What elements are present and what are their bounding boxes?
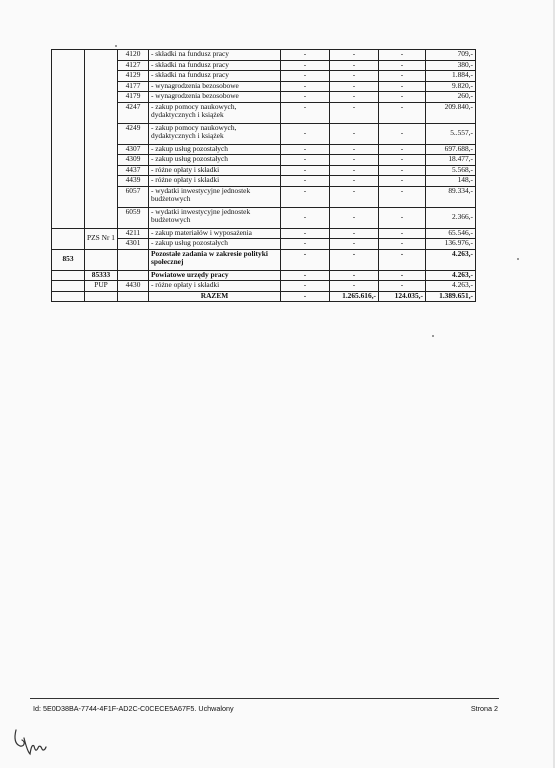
value-cell: - bbox=[281, 123, 330, 144]
value-cell: - bbox=[379, 92, 426, 103]
value-cell: - bbox=[379, 123, 426, 144]
total-cell: 5.568,- bbox=[426, 165, 476, 176]
value-cell: - bbox=[379, 165, 426, 176]
total-cell: 18.477,- bbox=[426, 155, 476, 166]
total-cell: 4.263,- bbox=[426, 270, 476, 281]
dzial-cell bbox=[52, 281, 85, 292]
value-cell: - bbox=[379, 207, 426, 228]
table-row bbox=[52, 291, 476, 302]
value-cell: - bbox=[379, 71, 426, 82]
paragraph-code: 4129 bbox=[118, 71, 149, 82]
value-cell: - bbox=[330, 270, 379, 281]
grand-total-cell: 1.389.651,- bbox=[426, 291, 476, 302]
total-cell: 5..557,- bbox=[426, 123, 476, 144]
value-cell: - bbox=[379, 102, 426, 123]
unit-label: PZS Nr 1 bbox=[85, 228, 118, 249]
total-cell: 148,- bbox=[426, 176, 476, 187]
value-cell: - bbox=[281, 144, 330, 155]
value-cell: - bbox=[379, 50, 426, 61]
value-cell: - bbox=[330, 50, 379, 61]
value-cell: - bbox=[330, 176, 379, 187]
paragraph-code: 4439 bbox=[118, 176, 149, 187]
dzial-cell bbox=[52, 291, 85, 302]
value-cell: - bbox=[330, 71, 379, 82]
value-cell: - bbox=[330, 81, 379, 92]
value-cell: - bbox=[330, 123, 379, 144]
paragraph-code: 4430 bbox=[118, 281, 149, 292]
paragraph-code: 4437 bbox=[118, 165, 149, 176]
value-cell: - bbox=[281, 176, 330, 187]
item-description: - zakup usług pozostałych bbox=[149, 239, 281, 250]
dzial-cell bbox=[52, 50, 85, 229]
grand-total-cell: 1.265.616,- bbox=[330, 291, 379, 302]
table-row bbox=[52, 281, 476, 292]
scan-speck bbox=[517, 258, 519, 260]
rozdzial-cell bbox=[85, 291, 118, 302]
value-cell: - bbox=[281, 291, 330, 302]
value-cell: - bbox=[330, 207, 379, 228]
paragraph-code: 4179 bbox=[118, 92, 149, 103]
table-row bbox=[52, 270, 476, 281]
value-cell: - bbox=[330, 186, 379, 207]
value-cell: - bbox=[330, 60, 379, 71]
paragraph-code: 6059 bbox=[118, 207, 149, 228]
value-cell: - bbox=[330, 249, 379, 270]
paragraph-code bbox=[118, 249, 149, 270]
value-cell: - bbox=[330, 144, 379, 155]
total-cell: 2.366,- bbox=[426, 207, 476, 228]
page-number: Strona 2 bbox=[470, 704, 498, 713]
item-description: - zakup pomocy naukowych, dydaktycznych i książek bbox=[149, 123, 281, 144]
signature-icon bbox=[12, 724, 58, 758]
value-cell: - bbox=[281, 50, 330, 61]
value-cell: - bbox=[281, 270, 330, 281]
value-cell: - bbox=[330, 165, 379, 176]
scan-speck bbox=[432, 335, 434, 337]
value-cell: - bbox=[281, 249, 330, 270]
value-cell: - bbox=[281, 81, 330, 92]
unit-label: PUP bbox=[85, 281, 118, 292]
scan-speck bbox=[115, 45, 117, 47]
value-cell: - bbox=[281, 165, 330, 176]
item-description: - wynagrodzenia bezosobowe bbox=[149, 81, 281, 92]
value-cell: - bbox=[281, 281, 330, 292]
table-row bbox=[52, 228, 476, 239]
value-cell: - bbox=[281, 71, 330, 82]
rozdzial-cell bbox=[85, 249, 118, 270]
item-description: - składki na fundusz pracy bbox=[149, 71, 281, 82]
value-cell: - bbox=[330, 155, 379, 166]
total-cell: 4.263,- bbox=[426, 281, 476, 292]
value-cell: - bbox=[330, 92, 379, 103]
total-cell: 136.976,- bbox=[426, 239, 476, 250]
total-cell: 89.334,- bbox=[426, 186, 476, 207]
total-cell: 65.546,- bbox=[426, 228, 476, 239]
footer-divider bbox=[30, 698, 499, 699]
grand-total-cell: 124.035,- bbox=[379, 291, 426, 302]
total-label: RAZEM bbox=[149, 291, 281, 302]
total-cell: 1.884,- bbox=[426, 71, 476, 82]
item-description: - różne opłaty i składki bbox=[149, 281, 281, 292]
paragraph-code: 4249 bbox=[118, 123, 149, 144]
document-id: Id: 5E0D38BA-7744-4F1F-AD2C-C0CECE5A67F5. Uchwalony bbox=[33, 704, 234, 713]
item-description: - zakup usług pozostałych bbox=[149, 144, 281, 155]
paragraph-code: 4127 bbox=[118, 60, 149, 71]
section-title: Powiatowe urzędy pracy bbox=[149, 270, 281, 281]
value-cell: - bbox=[330, 281, 379, 292]
value-cell: - bbox=[379, 176, 426, 187]
value-cell: - bbox=[379, 81, 426, 92]
rozdzial-code: 85333 bbox=[85, 270, 118, 281]
total-cell: 4.263,- bbox=[426, 249, 476, 270]
value-cell: - bbox=[281, 207, 330, 228]
table-row bbox=[52, 50, 476, 61]
value-cell: - bbox=[281, 60, 330, 71]
value-cell: - bbox=[379, 228, 426, 239]
value-cell: - bbox=[281, 102, 330, 123]
value-cell: - bbox=[379, 155, 426, 166]
item-description: - składki na fundusz pracy bbox=[149, 50, 281, 61]
rozdzial-cell bbox=[85, 50, 118, 229]
total-cell: 260,- bbox=[426, 92, 476, 103]
value-cell: - bbox=[379, 270, 426, 281]
total-cell: 9.820,- bbox=[426, 81, 476, 92]
value-cell: - bbox=[281, 228, 330, 239]
paragraph-code bbox=[118, 270, 149, 281]
paragraph-code bbox=[118, 291, 149, 302]
paragraph-code: 4309 bbox=[118, 155, 149, 166]
dzial-code: 853 bbox=[52, 249, 85, 270]
table-row bbox=[52, 249, 476, 270]
dzial-cell bbox=[52, 270, 85, 281]
value-cell: - bbox=[281, 92, 330, 103]
value-cell: - bbox=[281, 186, 330, 207]
value-cell: - bbox=[379, 186, 426, 207]
paragraph-code: 4301 bbox=[118, 239, 149, 250]
value-cell: - bbox=[330, 228, 379, 239]
item-description: - wydatki inwestycyjne jednostek budżetowych bbox=[149, 186, 281, 207]
total-cell: 209.840,- bbox=[426, 102, 476, 123]
item-description: - składki na fundusz pracy bbox=[149, 60, 281, 71]
item-description: - zakup usług pozostałych bbox=[149, 155, 281, 166]
item-description: - zakup pomocy naukowych, dydaktycznych i książek bbox=[149, 102, 281, 123]
paragraph-code: 4247 bbox=[118, 102, 149, 123]
value-cell: - bbox=[330, 102, 379, 123]
paragraph-code: 4211 bbox=[118, 228, 149, 239]
paragraph-code: 4120 bbox=[118, 50, 149, 61]
paragraph-code: 4177 bbox=[118, 81, 149, 92]
section-title: Pozostałe zadania w zakresie polityki społecznej bbox=[149, 249, 281, 270]
value-cell: - bbox=[379, 249, 426, 270]
item-description: - różne opłaty i składki bbox=[149, 165, 281, 176]
item-description: - zakup materiałów i wyposażenia bbox=[149, 228, 281, 239]
value-cell: - bbox=[379, 60, 426, 71]
value-cell: - bbox=[379, 239, 426, 250]
value-cell: - bbox=[330, 239, 379, 250]
dzial-cell bbox=[52, 228, 85, 249]
value-cell: - bbox=[281, 239, 330, 250]
paragraph-code: 4307 bbox=[118, 144, 149, 155]
value-cell: - bbox=[281, 155, 330, 166]
item-description: - wydatki inwestycyjne jednostek budżetowych bbox=[149, 207, 281, 228]
total-cell: 697.688,- bbox=[426, 144, 476, 155]
item-description: - różne opłaty i składki bbox=[149, 176, 281, 187]
item-description: - wynagrodzenia bezosobowe bbox=[149, 92, 281, 103]
budget-table bbox=[51, 49, 476, 302]
total-cell: 709,- bbox=[426, 50, 476, 61]
value-cell: - bbox=[379, 144, 426, 155]
paragraph-code: 6057 bbox=[118, 186, 149, 207]
total-cell: 380,- bbox=[426, 60, 476, 71]
value-cell: - bbox=[379, 281, 426, 292]
